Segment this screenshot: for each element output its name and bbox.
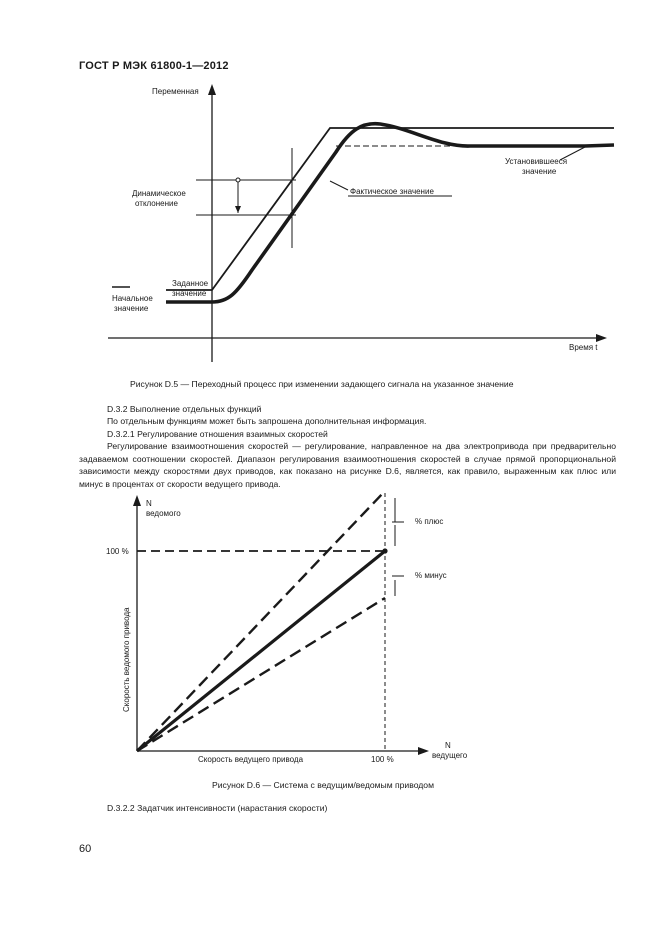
d5-initial-label-2: значение: [114, 304, 149, 313]
figure-d5: [108, 84, 614, 362]
page-number: 60: [79, 843, 92, 855]
paragraph-additional-info: По отдельным функциям может быть запрошена дополнительная информация.: [107, 416, 427, 427]
figure-d6: [106, 491, 468, 764]
d5-dynamic-label-1: Динамическое: [132, 189, 186, 198]
section-heading-d3-2-2: D.3.2.2 Задатчик интенсивности (нарастания скорости): [107, 803, 328, 813]
d6-x-right-label: ведущего: [432, 751, 468, 760]
paragraph-speed-ratio: Регулирование взаимоотношения скоростей — регулирование, направленное на два электропривода при предварительно задаваемом соотношении скоростей. Диапазон регулирования взаимоотношения скоростей в случае прямой пропорциональной зависимости между скоростями двух приводов, как показано на рисунке D.6, является, как правило, выраженным как плюс или минус в процентах от скорости ведущего привода.: [79, 441, 616, 489]
d6-minus-label: % минус: [415, 571, 447, 580]
d6-y-axis-label: Скорость ведомого привода: [122, 607, 131, 712]
d5-initial-label-1: Начальное: [112, 294, 153, 303]
d6-y-top-n: N: [146, 499, 152, 508]
d6-x-axis-label: Скорость ведущего привода: [198, 755, 304, 764]
d6-plus-label: % плюс: [415, 517, 444, 526]
d6-nominal-line: [137, 551, 385, 751]
d6-y-tick-100: 100 %: [106, 547, 129, 556]
section-heading-d3-2-1: D.3.2.1 Регулирование отношения взаимных скоростей: [107, 428, 328, 439]
d6-x-right-n: N: [445, 741, 451, 750]
document-header: ГОСТ Р МЭК 61800-1—2012: [79, 60, 229, 72]
d5-y-axis-label: Переменная: [152, 87, 199, 96]
d5-setpoint-label-1: Заданное: [172, 279, 209, 288]
d5-actual-curve: [166, 124, 614, 302]
d6-x-axis-arrow-icon: [418, 747, 429, 755]
body-text: [79, 403, 616, 490]
d6-y-axis-arrow-icon: [133, 495, 141, 506]
d5-setpoint-curve: [166, 128, 614, 290]
d5-steady-label-1: Установившееся: [505, 157, 568, 166]
d5-setpoint-label-2: значение: [172, 289, 207, 298]
d6-minus-line: [137, 598, 385, 751]
d5-x-axis-arrow-icon: [596, 334, 607, 342]
figure-d6-caption: Рисунок D.6 — Система с ведущим/ведомым приводом: [212, 780, 434, 790]
d5-dyn-dot-icon: [236, 178, 240, 182]
d6-plus-line: [137, 491, 385, 751]
figure-d5-caption: Рисунок D.5 — Переходный процесс при изменении задающего сигнала на указанное значение: [130, 379, 514, 389]
d6-y-top-label: ведомого: [146, 509, 181, 518]
d5-actual-leader: [330, 181, 348, 190]
section-heading-d3-2: D.3.2 Выполнение отдельных функций: [107, 404, 262, 414]
d5-actual-label: Фактическое значение: [350, 187, 434, 196]
d5-steady-label-2: значение: [522, 167, 557, 176]
d5-dynamic-label-2: отклонение: [135, 199, 178, 208]
d6-x-tick-100: 100 %: [371, 755, 394, 764]
d5-y-axis-arrow-icon: [208, 84, 216, 95]
d5-x-axis-label: Время t: [569, 343, 598, 352]
